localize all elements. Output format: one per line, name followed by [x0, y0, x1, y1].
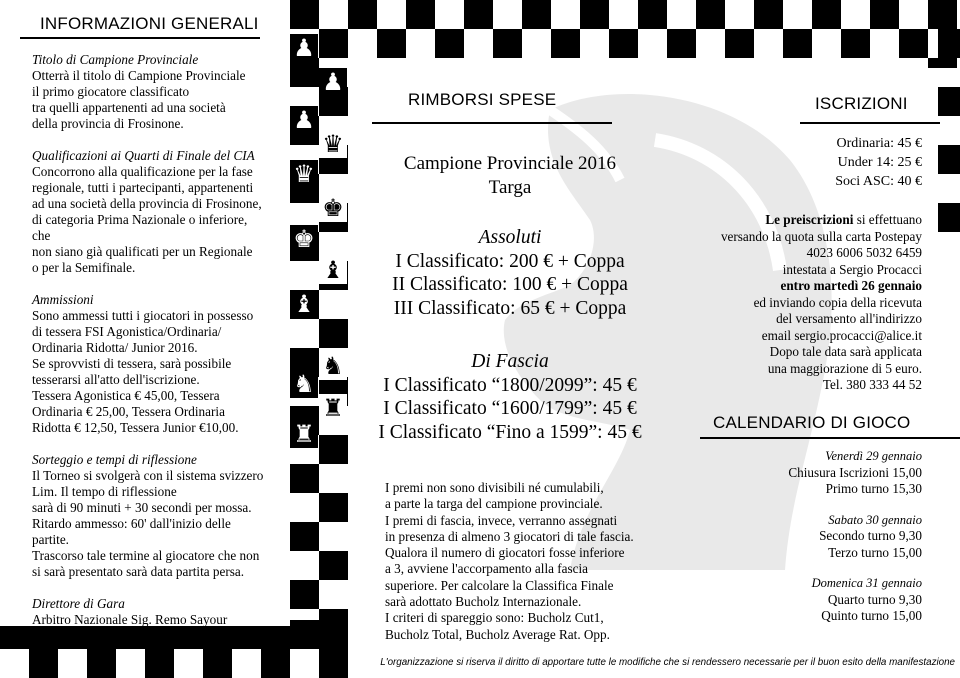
info-section-title: Direttore di Gara — [32, 596, 125, 611]
calendar-day: Venerdì 29 gennaio — [825, 449, 922, 463]
info-line: Lim. Il tempo di riflessione — [32, 484, 177, 499]
calendar — [788, 448, 922, 625]
white-king-icon: ♚ — [290, 225, 318, 253]
info-line: non siano già qualificati per un Regionale — [32, 244, 253, 259]
board-square — [377, 29, 406, 58]
info-section-title: Ammissioni — [32, 292, 94, 307]
white-queen-icon: ♛ — [290, 160, 318, 188]
info-line: Tessera Agonistica € 45,00, Tessera — [32, 388, 220, 403]
black-rook-icon: ♜ — [319, 394, 347, 422]
calendar-day: Domenica 31 gennaio — [811, 576, 922, 590]
board-square — [348, 0, 377, 29]
board-square — [667, 29, 696, 58]
board-square — [435, 29, 464, 58]
note-line: Bucholz Total, Bucholz Average Rat. Opp. — [385, 626, 610, 642]
info-line: Ordinaria € 25,00, Tessera Ordinaria — [32, 404, 225, 419]
white-pawn-icon: ♟ — [290, 106, 318, 134]
board-square — [406, 0, 435, 29]
board-square — [841, 29, 870, 58]
black-bishop-icon: ♝ — [319, 256, 347, 284]
board-square — [783, 29, 812, 58]
fascia-2: I Classificato “1600/1799”: 45 € — [383, 398, 637, 419]
note-line: I premi di fascia, invece, verranno assegnati — [385, 512, 618, 528]
calendar-item: Terzo turno 15,00 — [828, 544, 922, 560]
board-square — [580, 0, 609, 29]
board-square — [319, 29, 348, 58]
white-pawn-icon: ♟ — [290, 34, 318, 62]
prereg-b1: ed inviando copia della ricevuta — [753, 294, 922, 310]
info-section — [32, 452, 267, 580]
footer-disclaimer: L'organizzazione si riserva il diritto di apportare tutte le modifiche che si rendessero necessarie per il buon esito della manifestazione — [380, 657, 955, 668]
prereg-b5: una maggiorazione di 5 euro. — [767, 360, 922, 376]
prereg-rest: si effettuano — [853, 212, 922, 227]
info-section — [32, 52, 267, 132]
info-line: di categoria Prima Nazionale o inferiore, che — [32, 212, 248, 243]
board-square — [522, 0, 551, 29]
info-section — [32, 292, 267, 436]
board-square — [938, 29, 960, 58]
board-square — [754, 0, 783, 29]
prereg-b3: email sergio.procacci@alice.it — [761, 327, 922, 343]
prereg-bold: Le preiscrizioni — [765, 212, 854, 227]
info-line: tesserarsi all'atto dell'iscrizione. — [32, 372, 200, 387]
iscrizioni-heading: ISCRIZIONI — [815, 94, 908, 113]
board-square — [319, 620, 348, 649]
info-line: tra quelli appartenenti ad una società — [32, 100, 226, 115]
calendar-item: Chiusura Iscrizioni 15,00 — [788, 464, 922, 480]
info-line: Concorrono alla qualificazione per la fase — [32, 164, 253, 179]
black-queen-icon: ♛ — [319, 130, 347, 158]
info-section — [32, 148, 267, 276]
calendar-day: Sabato 30 gennaio — [828, 512, 922, 527]
calendar-item: Primo turno 15,30 — [825, 481, 922, 496]
board-square — [290, 620, 319, 649]
deadline: entro martedì 26 gennaio — [780, 278, 922, 293]
board-square — [899, 29, 928, 58]
board-square — [696, 0, 725, 29]
assoluti-3: III Classificato: 65 € + Coppa — [393, 297, 627, 319]
prereg-a2: 4023 6006 5032 6459 — [806, 245, 922, 260]
fascia-1: I Classificato “1800/2099”: 45 € — [383, 374, 637, 396]
info-line: il primo giocatore classificato — [32, 84, 190, 99]
info-line: Ridotta € 12,50, Tessera Junior €10,00. — [32, 420, 239, 435]
info-section — [32, 596, 267, 628]
iscrizioni-heading-underline — [800, 122, 940, 124]
info-line: regionale, tutti i partecipanti, appartenenti — [32, 180, 254, 195]
info-line: Il Torneo si svolgerà con il sistema svizzero — [32, 468, 264, 483]
board-square — [290, 522, 319, 551]
info-section-title: Qualificazioni ai Quarti di Finale del CIA — [32, 148, 255, 163]
calendar-item: Secondo turno 9,30 — [819, 528, 922, 543]
board-square — [290, 58, 319, 87]
board-square — [464, 0, 493, 29]
board-square — [609, 29, 638, 58]
prereg-b6: Tel. 380 333 44 52 — [822, 377, 922, 392]
board-square — [319, 649, 348, 678]
board-square — [928, 0, 957, 29]
white-rook-icon: ♜ — [290, 420, 318, 448]
note-line: Qualora il numero di giocatori fosse inferiore — [385, 545, 625, 561]
note-line: a parte la targa del campione provinciale. — [385, 496, 603, 512]
board-square — [203, 649, 232, 678]
prereg-a1: versando la quota sulla carta Postepay — [720, 228, 922, 244]
info-line: Ordinaria Ridotta/ Junior 2016. — [32, 340, 198, 355]
left-column — [32, 52, 267, 644]
board-square — [29, 649, 58, 678]
board-square — [290, 580, 319, 609]
left-heading-underline — [20, 37, 260, 39]
info-line: Trascorso tale termine al giocatore che non — [32, 548, 260, 563]
board-square — [319, 551, 348, 580]
middle-heading: RIMBORSI SPESE — [408, 90, 557, 109]
board-square — [725, 29, 754, 58]
info-line: ad una società della provincia di Frosinone, — [32, 196, 262, 211]
championship-title: Campione Provinciale 2016 — [403, 153, 617, 174]
black-king-icon: ♚ — [319, 194, 347, 222]
prereg-b4: Dopo tale data sarà applicata — [769, 344, 922, 359]
left-heading: INFORMAZIONI GENERALI — [40, 14, 259, 33]
info-line: o per la Semifinale. — [32, 260, 136, 275]
prereg-b2: del versamento all'indirizzo — [776, 311, 922, 326]
board-square — [290, 0, 319, 29]
assoluti-2: II Classificato: 100 € + Coppa — [392, 274, 628, 295]
calendar-item: Quarto turno 9,30 — [827, 591, 922, 607]
board-square — [319, 493, 348, 522]
white-knight-icon: ♞ — [290, 370, 318, 398]
board-square — [638, 0, 667, 29]
fascia-label: Di Fascia — [471, 351, 549, 372]
note-line: in presenza di almeno 3 giocatori di tale fascia. — [385, 528, 634, 544]
info-line: della provincia di Frosinone. — [32, 116, 184, 131]
info-line: Arbitro Nazionale Sig. Remo Sayour — [32, 612, 228, 627]
info-line: Ritardo ammesso: 60' dall'inizio delle partite. — [32, 516, 231, 547]
board-square — [493, 29, 522, 58]
note-line: I criteri di spareggio sono: Bucholz Cut1, — [385, 610, 604, 626]
fee-soci: Soci ASC: 40 € — [835, 174, 922, 189]
prereg-a3: intestata a Sergio Procacci — [782, 261, 922, 277]
board-square — [261, 649, 290, 678]
info-line: di tessera FSI Agonistica/Ordinaria/ — [32, 324, 222, 339]
white-pawn-icon: ♟ — [319, 68, 347, 96]
info-line: Sono ammessi tutti i giocatori in possesso — [32, 308, 254, 323]
note-line: I premi non sono divisibili né cumulabili, — [385, 480, 604, 495]
championship-prize: Targa — [488, 177, 532, 198]
board-square — [870, 0, 899, 29]
calendar-heading: CALENDARIO DI GIOCO — [713, 413, 911, 432]
info-line: Otterrà il titolo di Campione Provinciale — [32, 68, 246, 83]
info-line: sarà di 90 minuti + 30 secondi per mossa. — [32, 500, 252, 515]
fee-ordinaria: Ordinaria: 45 € — [836, 136, 922, 151]
info-section-title: Sorteggio e tempi di riflessione — [32, 452, 197, 467]
note-line: sarà adottato Bucholz Internazionale. — [385, 594, 582, 610]
board-square — [145, 649, 174, 678]
info-section-title: Titolo di Campione Provinciale — [32, 52, 199, 67]
board-square — [87, 649, 116, 678]
prereg-intro — [721, 212, 922, 229]
white-bishop-icon: ♝ — [290, 290, 318, 318]
board-square — [551, 29, 580, 58]
info-line: si sarà presentato sarà data partita persa. — [32, 564, 244, 579]
middle-heading-underline — [372, 122, 612, 124]
assoluti-label: Assoluti — [478, 227, 542, 248]
board-square — [928, 58, 957, 68]
calendar-heading-underline — [700, 437, 960, 439]
calendar-item: Quinto turno 15,00 — [821, 608, 922, 623]
black-knight-icon: ♞ — [319, 352, 347, 380]
note-line: superiore. Per calcolare la Classifica Finale — [385, 577, 614, 593]
board-square — [290, 464, 319, 493]
board-square — [812, 0, 841, 29]
prize-notes — [385, 480, 655, 643]
fascia-3: I Classificato “Fino a 1599”: 45 € — [378, 421, 642, 443]
note-line: a 3, avviene l'accorpamento alla fascia — [385, 561, 589, 577]
board-square — [319, 319, 348, 348]
info-line: Se sprovvisti di tessera, sarà possibile — [32, 356, 232, 371]
assoluti-1: I Classificato: 200 € + Coppa — [395, 250, 625, 272]
fee-under14: Under 14: 25 € — [837, 155, 922, 170]
